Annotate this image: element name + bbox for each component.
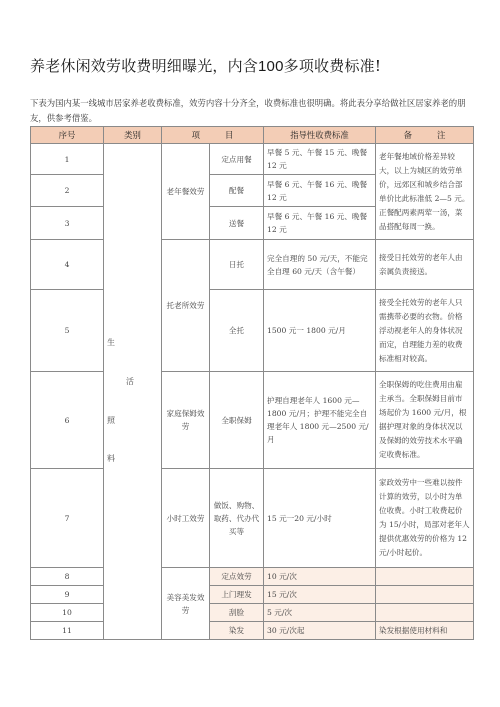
note-cell: 接受日托效劳的老年人由亲属负责接送。 (376, 240, 474, 290)
seq-cell: 3 (31, 207, 104, 240)
table-row (31, 622, 474, 640)
table-row (31, 469, 474, 568)
header-item: 项 目 (162, 127, 264, 144)
title-number: 100 (258, 58, 284, 75)
note-cell: 染发根据使用材料和 (376, 622, 474, 640)
group-maid-service: 家庭保姆效劳 (162, 372, 210, 469)
standard-cell: 早餐 6 元、午餐 16 元、晚餐 12 元 (264, 175, 376, 207)
item-cell: 日托 (210, 240, 264, 290)
item-cell: 全托 (210, 290, 264, 372)
item-cell: 配餐 (210, 175, 264, 207)
standard-cell: 完全自理的 50 元/天，不能完全自理 60 元/天（含午餐） (264, 240, 376, 290)
seq-cell: 9 (31, 586, 104, 604)
standard-cell: 30 元/次起 (264, 622, 376, 640)
header-standard: 指导性收费标准 (264, 127, 376, 144)
note-cell: 全职保姆的吃住费用由雇主承当。全职保姆目前市场起价为 1600 元/月，根据护理对象的身体状况以及保姆的效劳技术水平确定收费标准。 (376, 372, 474, 469)
seq-cell: 1 (31, 144, 104, 175)
item-cell: 送餐 (210, 207, 264, 240)
group-nursing-service: 托老所效劳 (162, 240, 210, 372)
title-pre: 养老休闲效劳收费明细曝光，内含 (30, 57, 259, 75)
standard-cell: 1500 元一 1800 元/月 (264, 290, 376, 372)
note-cell-empty (376, 586, 474, 604)
seq-cell: 6 (31, 372, 104, 469)
table-row (31, 372, 474, 469)
item-cell: 定点效劳 (210, 568, 264, 586)
note-cell-empty (376, 568, 474, 586)
item-cell: 全职保姆 (210, 372, 264, 469)
note-cell-meal: 老年餐地域价格差异较大，以上为城区的效劳单价，远郊区和城乡结合部单价比此标准低 2—5 元。正餐配两素两荤一汤，菜品搭配每周一换。 (376, 144, 474, 240)
note-cell-empty (376, 604, 474, 622)
standard-cell: 10 元/次 (264, 568, 376, 586)
note-cell: 接受全托效劳的老年人只需携带必要的衣物。价格浮动视老年人的身体状况而定，自理能力差的收费标准相对较高。 (376, 290, 474, 372)
category-life-care (104, 144, 162, 640)
category-char: 生 (107, 338, 115, 347)
table-row (31, 144, 474, 175)
table-row (31, 240, 474, 290)
standard-cell: 早餐 5 元、午餐 15 元、晚餐 12 元 (264, 144, 376, 175)
title-post: 多项收费标准! (283, 57, 382, 75)
intro-paragraph: 下表为国内某一线城市居家养老收费标准，效劳内容十分齐全，收费标准也很明确。将此表分享给做社区居家养老的朋友，供参考借鉴。 (30, 98, 466, 123)
seq-cell: 10 (31, 604, 104, 622)
item-cell: 上门理发 (210, 586, 264, 604)
seq-cell: 5 (31, 290, 104, 372)
standard-cell: 护理自理老年人 1600 元—1800 元/月；护理不能完全自理老年人 1800 元—2500 元/月 (264, 372, 376, 469)
table-row (31, 290, 474, 372)
seq-cell: 2 (31, 175, 104, 207)
group-beauty-service: 美容美发效劳 (162, 568, 210, 640)
header-seq: 序号 (31, 127, 104, 144)
item-cell: 刮脸 (210, 604, 264, 622)
note-cell: 家政效劳中一些难以按件计算的效劳，以小时为单位收费。小时工收费起价为 15/小时，局部对老年人提供优惠效劳的价格为 12 元/小时起价。 (376, 469, 474, 568)
seq-cell: 8 (31, 568, 104, 586)
fee-table (30, 126, 474, 640)
page-title (30, 55, 381, 76)
standard-cell: 5 元/次 (264, 604, 376, 622)
group-meal-service: 老年餐效劳 (162, 144, 210, 240)
header-category: 类别 (104, 127, 162, 144)
group-hourly-service: 小时工效劳 (162, 469, 210, 568)
category-char: 料 (107, 454, 115, 463)
item-cell: 染发 (210, 622, 264, 640)
standard-cell: 早餐 6 元、午餐 16 元、晚餐 12 元 (264, 207, 376, 240)
seq-cell: 7 (31, 469, 104, 568)
header-note: 备 注 (376, 127, 474, 144)
standard-cell: 15 元一20 元/小时 (264, 469, 376, 568)
standard-cell: 15 元/次 (264, 586, 376, 604)
seq-cell: 4 (31, 240, 104, 290)
category-char: 照 (107, 416, 115, 425)
item-cell: 做饭、购物、取药、代办代买等 (210, 469, 264, 568)
item-cell: 定点用餐 (210, 144, 264, 175)
table-row (31, 568, 474, 586)
table-row (31, 604, 474, 622)
table-row (31, 586, 474, 604)
seq-cell: 11 (31, 622, 104, 640)
category-char: 活 (126, 377, 134, 386)
table-header-row (31, 127, 474, 144)
